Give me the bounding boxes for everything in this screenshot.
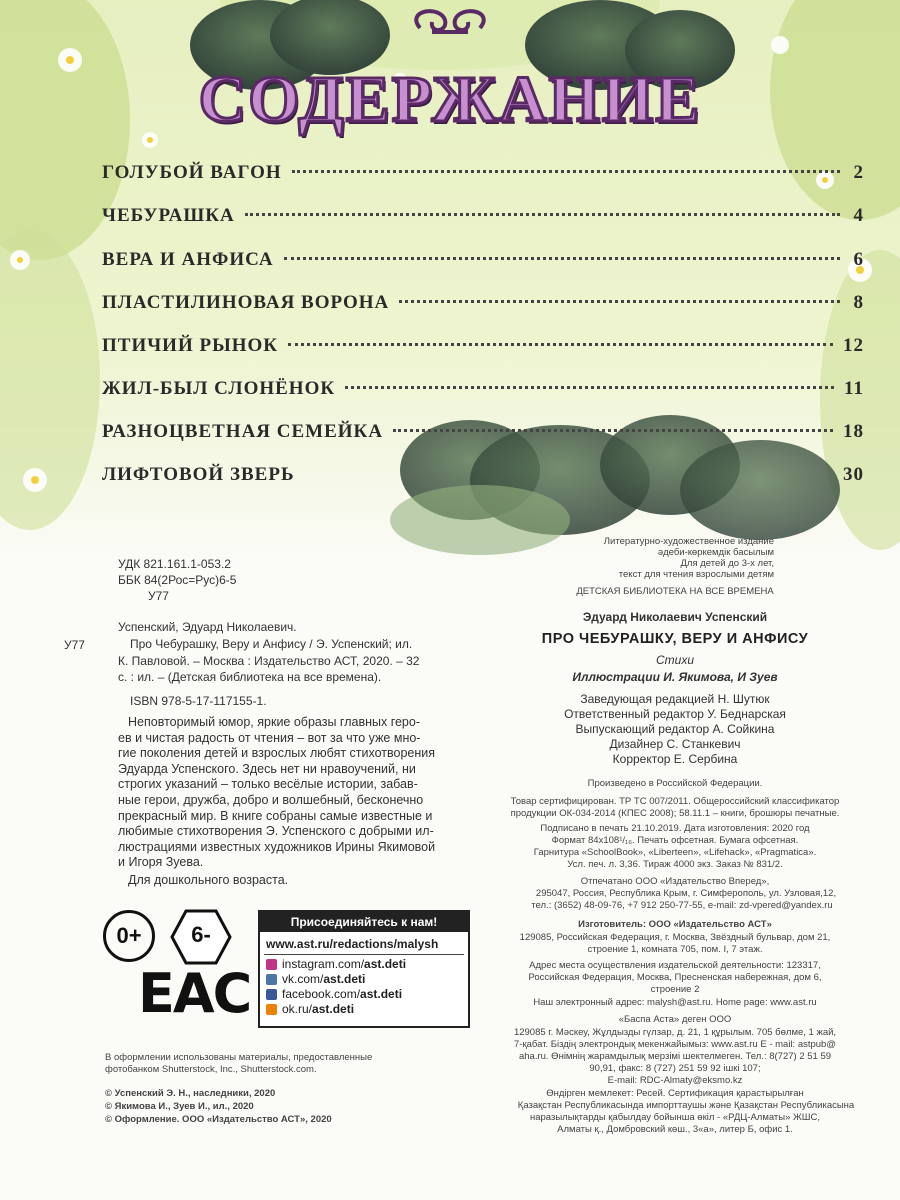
manufacturer-info: Российская Федерация, Москва, Пресненская набережная, дом 6, bbox=[528, 972, 822, 983]
bbk-code: ББК 84(2Рос=Рус)6-5 bbox=[118, 573, 237, 587]
social-handle: ast.deti bbox=[312, 1002, 355, 1016]
staff-line: Заведующая редакцией Н. Шутюк bbox=[580, 692, 770, 706]
description-line: любимые стихотворения Э. Успенского с добрыми ил- bbox=[118, 824, 434, 839]
toc-leader-dots bbox=[284, 257, 840, 260]
manufacturer-heading: Изготовитель: ООО «Издательство АСТ» bbox=[578, 919, 772, 930]
facebook-icon bbox=[266, 989, 277, 1000]
genre-line: Литературно-художественное издание bbox=[603, 536, 774, 547]
staff-line: Выпускающий редактор А. Сойкина bbox=[575, 722, 775, 736]
social-handle: ast.deti bbox=[364, 957, 407, 971]
author-code: У77 bbox=[148, 589, 169, 603]
social-link-instagram[interactable] bbox=[260, 957, 468, 972]
description-line: ев и чистая радость от чтения – вот за что уже мно- bbox=[118, 730, 421, 745]
toc-leader-dots bbox=[245, 213, 840, 216]
social-link-vk[interactable] bbox=[260, 972, 468, 987]
toc-leader-dots bbox=[399, 300, 840, 303]
vk-icon bbox=[266, 974, 277, 985]
toc-page-number: 2 bbox=[853, 162, 864, 183]
toc-row[interactable] bbox=[102, 292, 864, 322]
toc-title: ГОЛУБОЙ ВАГОН bbox=[102, 162, 282, 183]
kz-info: 129085 г. Мәскеу, Жұлдызды гүлзар, д. 21, 1 құрылым. 705 бөлме, 1 жай, bbox=[513, 1027, 837, 1038]
kz-info: aha.ru. Өнімнің жарамдылық мерзімі шектелмеген. Тел.: 8(727) 2 51 59 bbox=[518, 1051, 832, 1062]
description-line: Эдуарда Успенского. Здесь нет ни нравоучений, ни bbox=[118, 761, 416, 776]
genre-line: әдеби-көркемдік басылым bbox=[657, 547, 774, 558]
genre-line: Для детей до 3-х лет, bbox=[680, 558, 774, 569]
toc-title: ПЛАСТИЛИНОВАЯ ВОРОНА bbox=[102, 292, 390, 313]
isbn: ISBN 978-5-17-117155-1. bbox=[130, 694, 267, 708]
social-prefix: facebook.com/ bbox=[282, 987, 361, 1001]
print-info: Подписано в печать 21.10.2019. Дата изготовления: 2020 год bbox=[540, 823, 810, 834]
kz-info: Алматы қ., Домбровский көш., 3«а», литер Б, офис 1. bbox=[557, 1124, 793, 1135]
book-title: ПРО ЧЕБУРАШКУ, ВЕРУ И АНФИСУ bbox=[541, 631, 809, 647]
manufacturer-contact: Наш электронный адрес: malysh@ast.ru. Home page: www.ast.ru bbox=[533, 997, 817, 1008]
age-hexagon-label: 6- bbox=[191, 922, 211, 947]
copyright-line: © Якимова И., Зуев И., ил., 2020 bbox=[105, 1101, 254, 1112]
book-description bbox=[118, 715, 473, 889]
toc-title: ЧЕБУРАШКА bbox=[102, 205, 235, 226]
social-box bbox=[258, 910, 470, 1028]
print-info: Формат 84х108¹/₁₆. Печать офсетная. Бумага офсетная. bbox=[551, 835, 799, 846]
copyright-line: © Оформление. ООО «Издательство АСТ», 2020 bbox=[105, 1114, 332, 1125]
print-info: Усл. печ. л. 3,36. Тираж 4000 экз. Заказ № 831/2. bbox=[567, 859, 783, 870]
illustrators: Иллюстрации И. Якимова, И Зуев bbox=[572, 670, 778, 684]
description-line: гие поколения детей и взрослых любят стихотворения bbox=[118, 746, 436, 761]
social-prefix: ok.ru/ bbox=[282, 1002, 313, 1016]
toc-page-number: 18 bbox=[843, 421, 864, 442]
manufacturer-info: строение 2 bbox=[650, 984, 700, 995]
toc-row[interactable] bbox=[102, 249, 864, 279]
age-note: Для дошкольного возраста. bbox=[128, 872, 289, 887]
toc-row[interactable] bbox=[102, 162, 864, 192]
series-title: ДЕТСКАЯ БИБЛИОТЕКА НА ВСЕ ВРЕМЕНА bbox=[576, 586, 774, 597]
toc-row[interactable] bbox=[102, 205, 864, 235]
book-kind: Стихи bbox=[655, 653, 694, 667]
description-line: Неповторимый юмор, яркие образы главных геро- bbox=[128, 715, 420, 729]
social-handle: ast.deti bbox=[323, 972, 366, 986]
staff-list bbox=[500, 692, 850, 767]
social-handle: ast.deti bbox=[360, 987, 403, 1001]
biblio-author: Успенский, Эдуард Николаевич. bbox=[118, 620, 297, 634]
toc-leader-dots bbox=[305, 472, 833, 475]
udk-code: УДК 821.161.1-053.2 bbox=[118, 557, 231, 571]
toc-row[interactable] bbox=[102, 335, 864, 365]
toc-page-number: 11 bbox=[844, 378, 864, 399]
page-title: СОДЕРЖАНИЕ bbox=[198, 63, 702, 136]
toc-page-number: 6 bbox=[853, 249, 864, 270]
kz-info: 7-қабат. Біздің электрондық мекенжайымыз: www.ast.ru E - mail: astpub@ bbox=[514, 1039, 836, 1050]
description-line: прекрасный мир. В книге собраны самые известные и bbox=[118, 808, 433, 823]
toc-title: ВЕРА И АНФИСА bbox=[102, 249, 274, 270]
toc-page-number: 30 bbox=[843, 464, 864, 485]
kz-info: Қазақстан Республикасында импорттаушы және Қазақстан Республикасына bbox=[517, 1100, 855, 1111]
toc-row[interactable] bbox=[102, 421, 864, 451]
social-prefix: vk.com/ bbox=[282, 972, 324, 986]
toc-page-number: 12 bbox=[843, 335, 864, 356]
printer-info: тел.: (3652) 48-09-76, +7 912 250-77-55, e-mail: zd-vpered@yandex.ru bbox=[531, 900, 833, 911]
printer-info: 295047, Россия, Республика Крым, г. Симферополь, ул. Узловая,12, bbox=[535, 888, 837, 899]
kz-info: «Баспа Аста» деген ООО bbox=[618, 1014, 732, 1025]
biblio-line: Про Чебурашку, Веру и Анфису / Э. Успенский; ил. bbox=[130, 637, 413, 651]
manufacturer-info: Адрес места осуществления издательской деятельности: 123317, bbox=[529, 960, 821, 971]
manufacturer-info: строение 1, комната 705, пом. I, 7 этаж. bbox=[587, 944, 763, 955]
made-in: Произведено в Российской Федерации. bbox=[587, 778, 763, 789]
toc-title: ПТИЧИЙ РЫНОК bbox=[102, 335, 279, 356]
kz-info: Өндірген мемлекет: Ресей. Сертификация қарастырылған bbox=[546, 1088, 804, 1099]
social-heading: Присоединяйтесь к нам! bbox=[260, 912, 468, 932]
toc-leader-dots bbox=[393, 429, 833, 432]
manufacturer-info: 129085, Российская Федерация, г. Москва, Звёздный бульвар, дом 21, bbox=[519, 932, 831, 943]
toc-title: ЛИФТОВОЙ ЗВЕРЬ bbox=[102, 464, 295, 485]
genre-line: текст для чтения взрослыми детям bbox=[618, 569, 774, 580]
staff-line: Корректор Е. Сербина bbox=[612, 752, 738, 766]
toc-leader-dots bbox=[292, 170, 840, 173]
printer-info: Отпечатано ООО «Издательство Вперед», bbox=[580, 876, 770, 887]
kz-info: 90,91, факс: 8 (727) 251 59 92 ішкі 107; bbox=[589, 1063, 761, 1074]
copyright-line: © Успенский Э. Н., наследники, 2020 bbox=[105, 1088, 276, 1099]
toc-title: ЖИЛ-БЫЛ СЛОНЁНОК bbox=[102, 378, 336, 399]
toc-row[interactable] bbox=[102, 464, 864, 494]
certification: продукции ОК-034-2014 (КПЕС 2008); 58.11.1 – книги, брошюры печатные. bbox=[510, 808, 840, 819]
description-line: строгих указаний – только весёлые истории, забав- bbox=[118, 777, 418, 792]
biblio-line: К. Павловой. – Москва : Издательство АСТ, 2020. – 32 bbox=[118, 654, 420, 668]
age-rating-badge: 0+ bbox=[103, 910, 155, 962]
toc-page-number: 8 bbox=[853, 292, 864, 313]
ok-icon bbox=[266, 1004, 277, 1015]
photo-credits: В оформлении использованы материалы, предоставленные bbox=[105, 1052, 373, 1063]
photo-credits: фотобанком Shutterstock, Inc., Shutterstock.com. bbox=[105, 1064, 317, 1075]
social-prefix: instagram.com/ bbox=[282, 957, 365, 971]
toc-title: РАЗНОЦВЕТНАЯ СЕМЕЙКА bbox=[102, 421, 384, 442]
margin-author-code: У77 bbox=[64, 638, 85, 652]
social-link-ok[interactable] bbox=[260, 1002, 468, 1017]
description-line: и Игоря Зуева. bbox=[118, 855, 204, 870]
kz-info: наразылықтарды қабылдау бойынша өкіл - «РДЦ-Алматы» ЖШС, bbox=[529, 1112, 821, 1123]
staff-line: Ответственный редактор У. Беднарская bbox=[564, 707, 786, 721]
eac-mark: EAC bbox=[138, 962, 251, 1025]
social-link-facebook[interactable] bbox=[260, 987, 468, 1002]
staff-line: Дизайнер С. Станкевич bbox=[609, 737, 741, 751]
description-line: ные герои, дружба, добро и волшебный, бесконечно bbox=[118, 792, 424, 807]
biblio-line: с. : ил. – (Детская библиотека на все времена). bbox=[118, 670, 382, 684]
kz-info: E-mail: RDC-Almaty@eksmo.kz bbox=[607, 1075, 743, 1086]
description-line: люстрациями известных художников Ирины Якимовой bbox=[118, 839, 436, 854]
toc-page-number: 4 bbox=[853, 205, 864, 226]
publisher-url[interactable]: www.ast.ru/redactions/malysh bbox=[266, 937, 439, 951]
print-info: Гарнитура «SchoolBook», «Liberteen», «Lifehack», «Pragmatica». bbox=[533, 847, 817, 858]
instagram-icon bbox=[266, 959, 277, 970]
certification: Товар сертифицирован. ТР ТС 007/2011. Общероссийский классификатор bbox=[510, 796, 840, 807]
toc-leader-dots bbox=[345, 386, 834, 389]
book-author: Эдуард Николаевич Успенский bbox=[582, 610, 768, 624]
toc-leader-dots bbox=[288, 343, 833, 346]
toc-row[interactable] bbox=[102, 378, 864, 408]
